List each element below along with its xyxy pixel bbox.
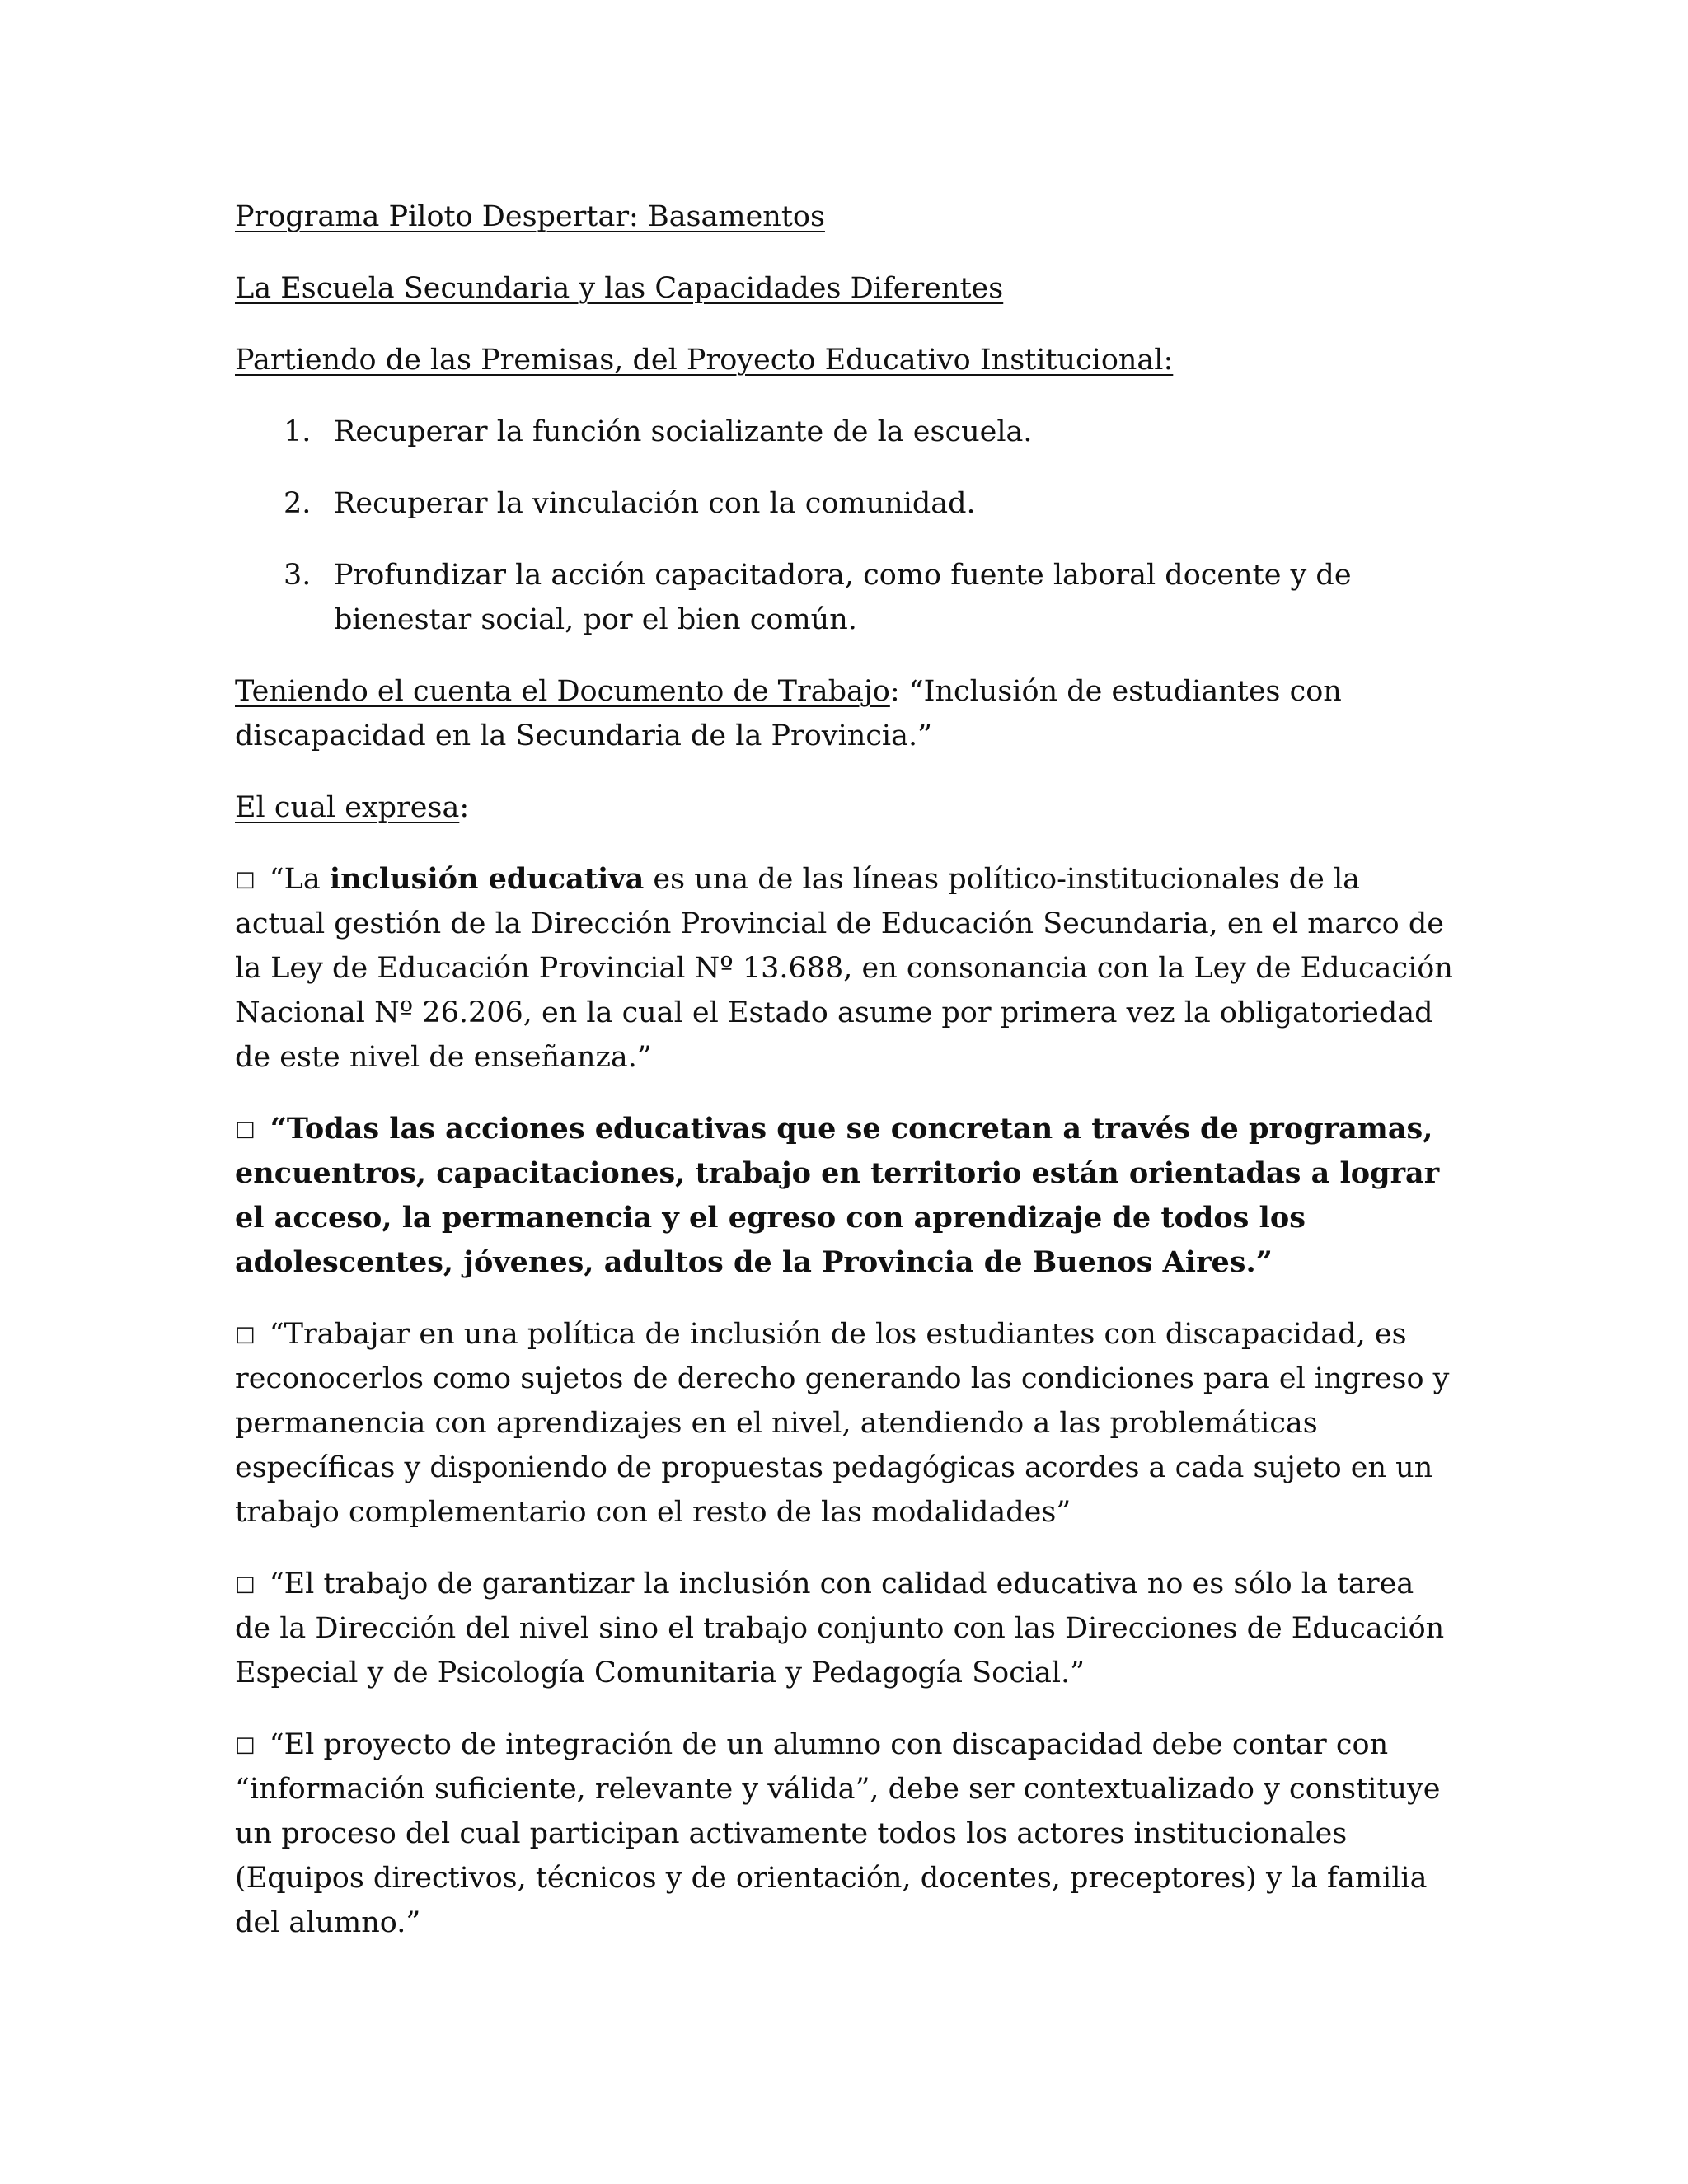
quote-4-text: “El trabajo de garantizar la inclusión con calidad educativa no es sólo la tarea de la Dirección del nivel sino el trabajo conjunto con las Direcciones de Educación Especial y de Psicología Comunitaria y Pedagogía Social.” [235, 1568, 1445, 1690]
quote-1-pre: “La [260, 863, 330, 896]
expresa-paragraph [235, 785, 1455, 830]
list-item-text: Recuperar la función socializante de la escuela. [334, 415, 1033, 448]
list-item-text: Recuperar la vinculación con la comunidad. [334, 487, 976, 520]
checkbox-bullet-icon: □ [235, 1732, 256, 1757]
quote-2-text: “Todas las acciones educativas que se concretan a través de programas, encuentros, capacitaciones, trabajo en territorio están orientadas a lograr el acceso, la permanencia y el egreso con aprendizaje de todos los adolescentes, jóvenes, adultos de la Provincia de Buenos Aires.” [235, 1112, 1440, 1279]
checkbox-bullet-icon: □ [235, 1322, 256, 1347]
document-title [235, 194, 1455, 239]
quote-1-bold: inclusión educativa [329, 862, 645, 896]
expresa-underlined: El cual expresa [235, 791, 460, 824]
quote-3-text: “Trabajar en una política de inclusión de los estudiantes con discapacidad, es reconocerlos como sujetos de derecho generando las condiciones para el ingreso y permanencia con aprendizajes en el nivel, atendiendo a las problemáticas específicas y disponiendo de propuestas pedagógicas acordes a cada sujeto en un trabajo complementario con el resto de las modalidades” [235, 1318, 1450, 1529]
document-subtitle [235, 266, 1455, 311]
premises-heading-text: Partiendo de las Premisas, del Proyecto Educativo Institucional: [235, 344, 1174, 377]
document-reference-text: : “Inclusión de estudiantes con discapacidad en la Secundaria de la Provincia.” [235, 675, 1342, 752]
checkbox-bullet-icon: □ [235, 1572, 256, 1596]
list-item-number: 1. [284, 415, 312, 448]
expresa-text: : [459, 791, 470, 824]
list-item-number: 2. [284, 487, 312, 520]
list-item [235, 481, 1455, 526]
list-item [235, 553, 1455, 642]
document-page [235, 194, 1455, 1972]
document-reference-paragraph [235, 669, 1455, 758]
quote-paragraph-4 [235, 1562, 1455, 1695]
checkbox-bullet-icon: □ [235, 1117, 256, 1141]
document-reference-underlined: Teniendo el cuenta el Documento de Trabajo [235, 675, 890, 708]
quote-paragraph-5 [235, 1722, 1455, 1945]
list-item-text: Profundizar la acción capacitadora, como fuente laboral docente y de bienestar social, por el bien común. [334, 559, 1352, 636]
title-text: Programa Piloto Despertar: Basamentos [235, 200, 825, 233]
quote-1-post: es una de las líneas político-institucionales de la actual gestión de la Dirección Provincial de Educación Secundaria, en el marco de la Ley de Educación Provincial Nº 13.688, en consonancia con la Ley de Educación Nacional Nº 26.206, en la cual el Estado asume por primera vez la obligatoriedad de este nivel de enseñanza.” [235, 863, 1453, 1074]
quote-paragraph-3 [235, 1312, 1455, 1535]
quote-paragraph-1 [235, 857, 1455, 1080]
list-item-number: 3. [284, 559, 312, 592]
premises-heading [235, 338, 1455, 382]
subtitle-text: La Escuela Secundaria y las Capacidades Diferentes [235, 272, 1004, 305]
checkbox-bullet-icon: □ [235, 867, 256, 892]
premises-list [235, 410, 1455, 642]
list-item [235, 410, 1455, 454]
quote-5-text: “El proyecto de integración de un alumno con discapacidad debe contar con “información suficiente, relevante y válida”, debe ser contextualizado y constituye un proceso del cual participan activamente todos los actores institucionales (Equipos directivos, técnicos y de orientación, docentes, preceptores) y la familia del alumno.” [235, 1728, 1441, 1939]
quote-paragraph-2 [235, 1107, 1455, 1285]
